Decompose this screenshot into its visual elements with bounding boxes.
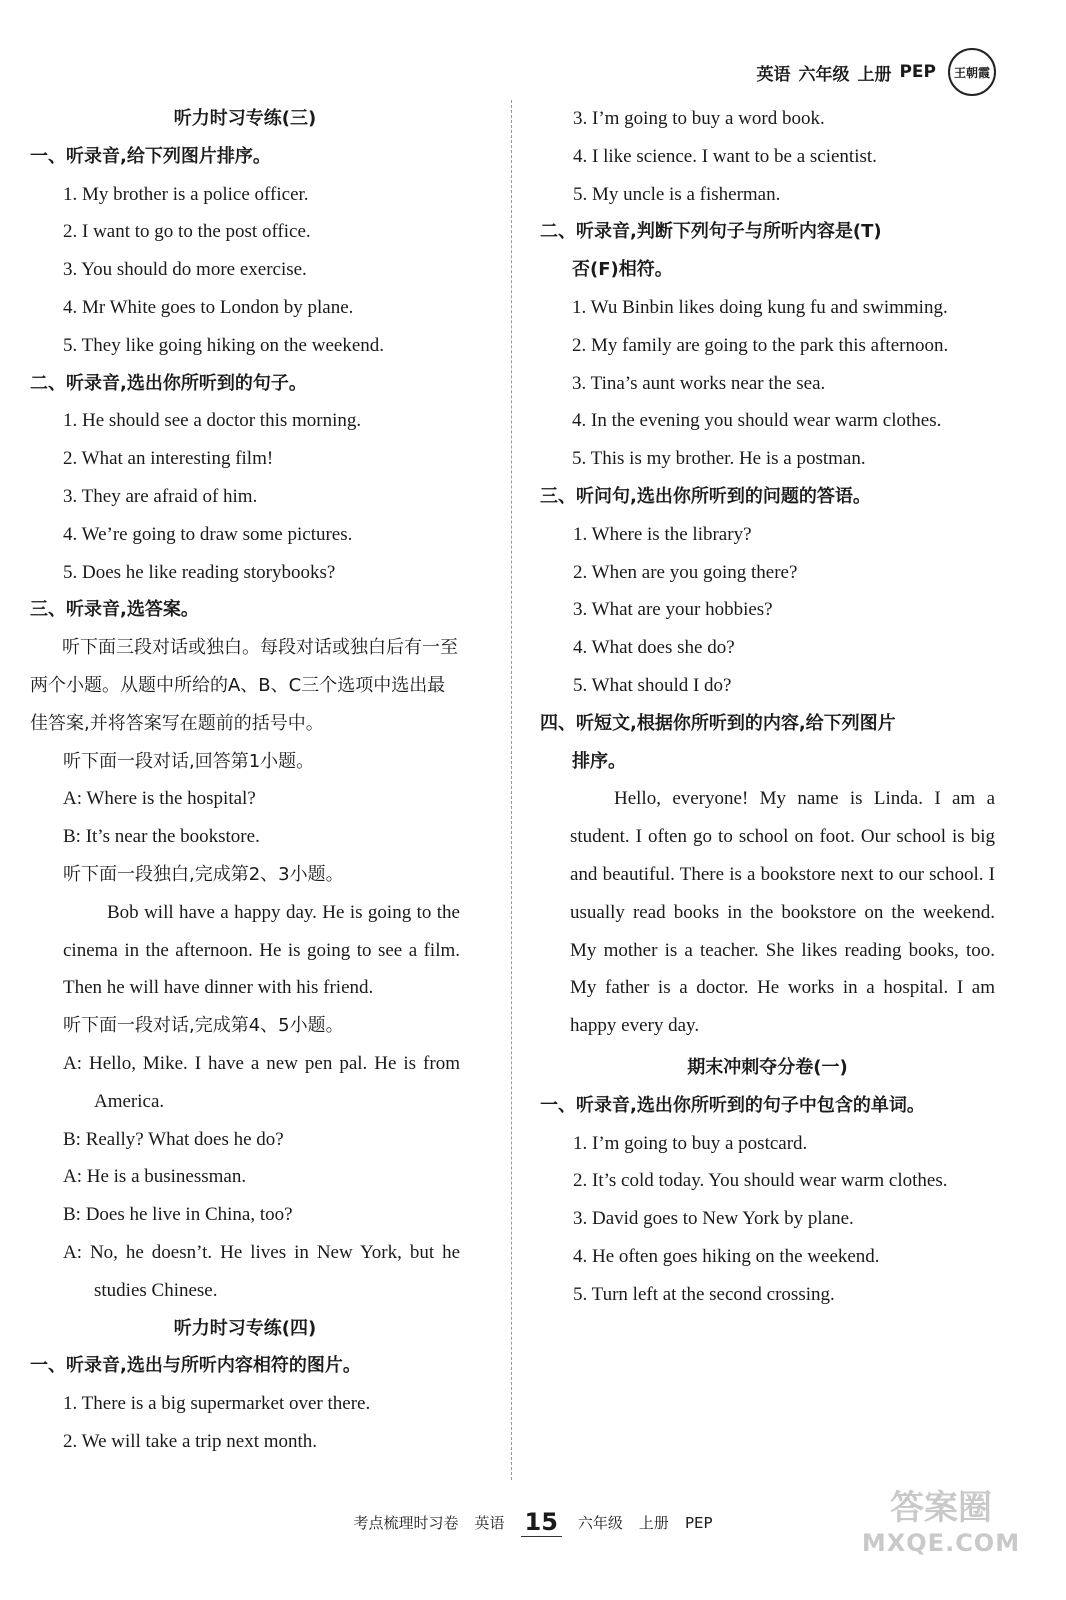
dialogue-label: 听下面一段对话,完成第4、5小题。 (63, 1015, 344, 1037)
header-subject: 英语 (756, 64, 791, 85)
list-item: 1. My brother is a police officer. (63, 183, 309, 205)
list-item: 4. I like science. I want to be a scientist. (573, 145, 877, 167)
question-heading (540, 213, 995, 289)
dialogue-label: 听下面一段对话,回答第1小题。 (63, 750, 315, 772)
question-heading-line: 四、听短文,根据你所听到的内容,给下列图片 (540, 712, 896, 734)
list-item: 4. Mr White goes to London by plane. (63, 296, 354, 318)
list-item: 3. I’m going to buy a word book. (573, 108, 825, 129)
question-heading-line: 排序。 (572, 750, 626, 772)
dialogue-line: A: No, he doesn’t. He lives in New York, but he studies Chinese. (63, 1241, 460, 1301)
watermark-title: 答案圈 (890, 1488, 992, 1528)
list-item: 2. What an interesting film! (63, 448, 274, 470)
question-heading: 三、听问句,选出你所听到的问题的答语。 (540, 485, 871, 507)
list-item: 1. Where is the library? (573, 523, 752, 545)
page-header (756, 48, 996, 96)
question-heading (540, 705, 995, 781)
question-heading: 一、听录音,选出与所听内容相符的图片。 (30, 1355, 361, 1377)
list-item: 3. They are afraid of him. (63, 485, 258, 507)
question-heading-line: 二、听录音,判断下列句子与所听内容是(T) (540, 221, 882, 243)
dialogue-line: B: Really? What does he do? (63, 1128, 284, 1150)
page-number: 15 (521, 1508, 562, 1537)
list-item: 5. This is my brother. He is a postman. (572, 448, 866, 470)
header-edition: PEP (899, 62, 936, 82)
dialogue-line: B: Does he live in China, too? (63, 1204, 293, 1226)
list-item: 4. In the evening you should wear warm clothes. (572, 410, 942, 432)
list-item: 1. There is a big supermarket over there. (63, 1393, 371, 1415)
list-item: 5. They like going hiking on the weekend. (63, 334, 385, 356)
list-item: 2. I want to go to the post office. (63, 221, 311, 243)
list-item: 3. You should do more exercise. (63, 259, 307, 281)
list-item: 3. David goes to New York by plane. (573, 1208, 854, 1230)
instructions-paragraph: 听下面三段对话或独白。每段对话或独白后有一至两个小题。从题中所给的A、B、C三个选项中选出最佳答案,并将答案写在题前的括号中。 (30, 637, 458, 734)
list-item: 2. When are you going there? (573, 561, 798, 583)
section-title-final-exam: 期末冲刺夺分卷(一) (687, 1056, 848, 1078)
list-item: 5. What should I do? (573, 674, 732, 696)
list-item: 4. What does she do? (573, 637, 735, 659)
question-heading-line: 否(F)相符。 (572, 259, 673, 281)
question-heading: 一、听录音,选出你所听到的句子中包含的单词。 (540, 1094, 925, 1116)
header-grade: 六年级 (798, 64, 850, 85)
section-title-listening-3: 听力时习专练(三) (173, 108, 317, 129)
list-item: 5. Does he like reading storybooks? (63, 561, 336, 583)
header-term: 上册 (857, 64, 892, 85)
right-column (540, 100, 995, 1314)
monologue-paragraph: Bob will have a happy day. He is going to the cinema in the afternoon. He is going to see a film. Then he will have dinner with his friend. (63, 901, 460, 999)
question-heading: 三、听录音,选答案。 (30, 599, 199, 621)
footer-term: 上册 (638, 1514, 669, 1532)
dialogue-line: A: Hello, Mike. I have a new pen pal. He is from America. (63, 1052, 460, 1112)
list-item: 4. He often goes hiking on the weekend. (573, 1245, 880, 1267)
list-item: 4. We’re going to draw some pictures. (63, 523, 353, 545)
section-title-listening-4: 听力时习专练(四) (173, 1317, 317, 1339)
dialogue-line: A: Where is the hospital? (63, 788, 256, 810)
list-item: 3. What are your hobbies? (573, 599, 773, 621)
footer-edition: PEP (684, 1513, 713, 1532)
watermark (856, 1480, 1026, 1560)
footer-grade: 六年级 (577, 1514, 623, 1532)
list-item: 5. My uncle is a fisherman. (573, 183, 781, 205)
list-item: 1. Wu Binbin likes doing kung fu and swimming. (572, 296, 948, 318)
dialogue-label: 听下面一段独白,完成第2、3小题。 (63, 863, 344, 885)
question-heading: 二、听录音,选出你所听到的句子。 (30, 372, 307, 394)
question-heading: 一、听录音,给下列图片排序。 (30, 145, 271, 167)
dialogue-line: A: He is a businessman. (63, 1166, 247, 1188)
list-item: 1. I’m going to buy a postcard. (573, 1132, 808, 1154)
list-item: 2. My family are going to the park this afternoon. (572, 334, 949, 356)
column-divider (511, 100, 512, 1480)
brand-logo-text: 王朝霞 (953, 65, 990, 80)
passage-paragraph: Hello, everyone! My name is Linda. I am a student. I often go to school on foot. Our school is big and beautiful. There is a bookstore next to our school. I usually read books in the bookstore on the weekend. My mother is a teacher. She likes reading books, too. My father is a doctor. He works in a hospital. I am happy every day. (570, 788, 995, 1037)
footer-book: 考点梳理时习卷 (353, 1514, 459, 1532)
footer-subject: 英语 (474, 1514, 505, 1532)
list-item: 5. Turn left at the second crossing. (573, 1283, 835, 1305)
dialogue-line: B: It’s near the bookstore. (63, 826, 260, 848)
list-item: 1. He should see a doctor this morning. (63, 410, 362, 432)
left-column (30, 100, 460, 1461)
list-item: 2. It’s cold today. You should wear warm clothes. (573, 1170, 948, 1192)
list-item: 3. Tina’s aunt works near the sea. (572, 372, 826, 394)
watermark-url: MXQE.COM (861, 1529, 1021, 1557)
brand-logo (948, 48, 996, 96)
list-item: 2. We will take a trip next month. (63, 1430, 318, 1452)
